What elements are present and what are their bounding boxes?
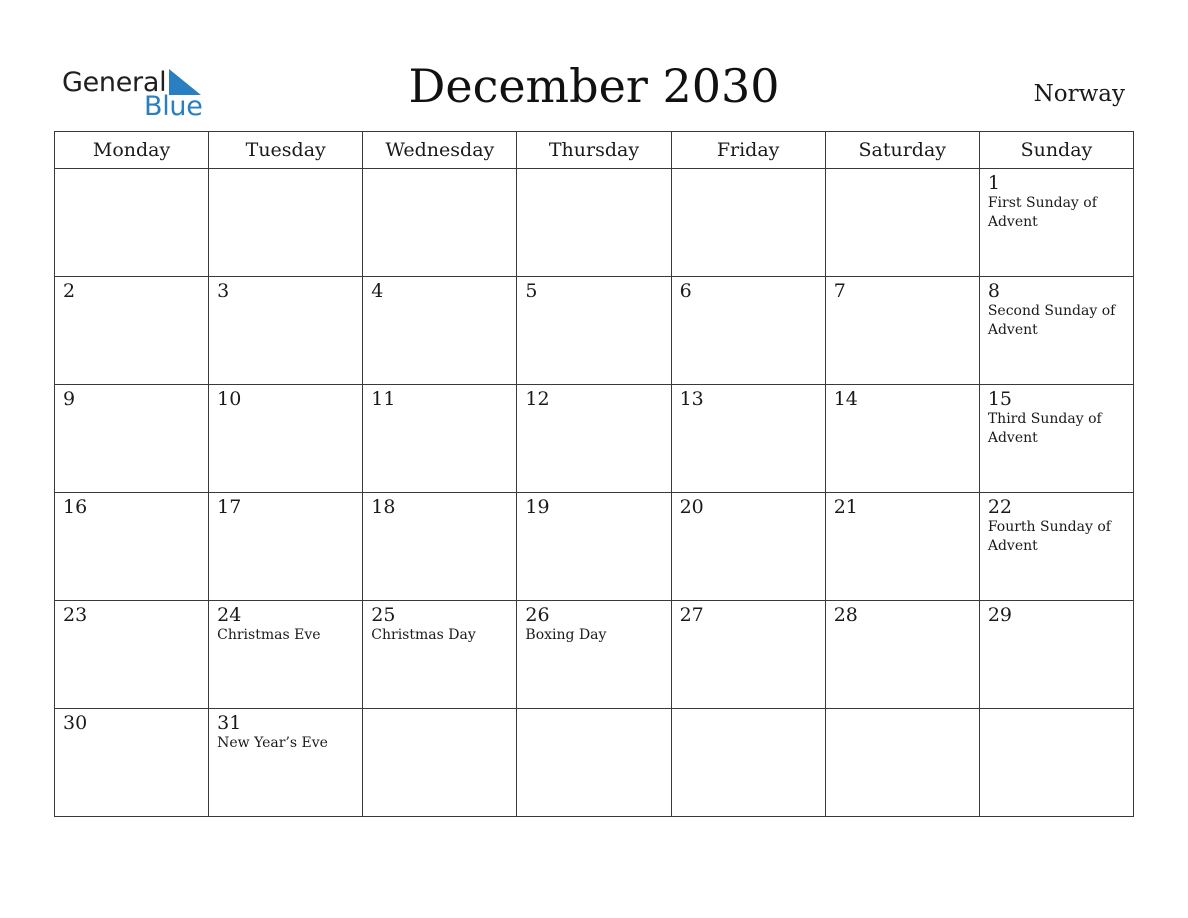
- day-cell: [363, 709, 517, 817]
- day-cell: [517, 277, 671, 385]
- day-number: [826, 169, 979, 172]
- day-number: [55, 169, 208, 172]
- weekday-header: Tuesday: [209, 132, 363, 169]
- day-cell: [825, 277, 979, 385]
- day-number: [363, 169, 516, 172]
- day-cell: [363, 385, 517, 493]
- calendar-title: December 2030: [408, 59, 780, 113]
- day-cell: [55, 169, 209, 277]
- day-number: 7: [833, 280, 846, 302]
- day-cell: [517, 709, 671, 817]
- day-cell: [209, 601, 363, 709]
- day-number: [672, 169, 825, 172]
- holiday-label: Boxing Day: [525, 627, 607, 643]
- week-row: [55, 709, 1134, 817]
- day-cell: [363, 277, 517, 385]
- weekday-header: Thursday: [517, 132, 671, 169]
- week-row: [55, 385, 1134, 493]
- day-number: 28: [833, 604, 858, 626]
- day-cell: [979, 709, 1133, 817]
- day-number: 8: [987, 280, 1000, 302]
- day-cell: [55, 277, 209, 385]
- day-cell: [517, 169, 671, 277]
- day-cell: [55, 601, 209, 709]
- day-number: 6: [679, 280, 692, 302]
- day-number: 9: [63, 388, 76, 410]
- day-cell: [209, 169, 363, 277]
- holiday-label: Fourth Sunday of Advent: [987, 519, 1111, 554]
- day-cell: [209, 385, 363, 493]
- day-cell: [517, 493, 671, 601]
- week-row: [55, 277, 1134, 385]
- calendar-body: [55, 169, 1134, 817]
- day-number: 18: [371, 496, 396, 518]
- day-number: [672, 709, 825, 712]
- day-number: 15: [987, 388, 1013, 410]
- day-number: [980, 709, 1133, 712]
- day-cell: [363, 169, 517, 277]
- day-number: 24: [217, 604, 242, 626]
- day-number: 22: [987, 496, 1013, 518]
- day-cell: [825, 601, 979, 709]
- day-number: 20: [679, 496, 704, 518]
- day-cell: [979, 493, 1133, 601]
- day-cell: [363, 601, 517, 709]
- day-number: 12: [525, 388, 550, 410]
- day-cell: [209, 493, 363, 601]
- day-number: 21: [833, 496, 858, 518]
- weekday-header: Monday: [55, 132, 209, 169]
- holiday-label: Second Sunday of Advent: [987, 303, 1116, 338]
- day-number: 14: [833, 388, 858, 410]
- weekday-header: Sunday: [979, 132, 1133, 169]
- day-number: 11: [371, 388, 396, 410]
- holiday-label: Christmas Eve: [217, 627, 321, 643]
- day-number: 17: [217, 496, 242, 518]
- logo-text-blue: Blue: [144, 91, 203, 122]
- day-number: 16: [63, 496, 88, 518]
- day-cell: [825, 385, 979, 493]
- holiday-label: New Year’s Eve: [217, 735, 328, 751]
- day-number: [826, 709, 979, 712]
- day-cell: [55, 493, 209, 601]
- country-label: Norway: [1033, 81, 1125, 107]
- day-number: [517, 169, 670, 172]
- day-cell: [671, 709, 825, 817]
- day-cell: [209, 277, 363, 385]
- week-row: [55, 601, 1134, 709]
- day-cell: [671, 169, 825, 277]
- day-number: 1: [987, 172, 1000, 194]
- logo-text-general: General: [62, 67, 167, 98]
- day-number: 2: [63, 280, 76, 302]
- day-number: [517, 709, 670, 712]
- day-number: 26: [525, 604, 550, 626]
- day-cell: [517, 385, 671, 493]
- day-cell: [979, 169, 1133, 277]
- day-cell: [671, 601, 825, 709]
- week-row: [55, 493, 1134, 601]
- weekday-header-row: [55, 132, 1134, 169]
- day-cell: [671, 277, 825, 385]
- day-number: 25: [371, 604, 396, 626]
- day-cell: [671, 385, 825, 493]
- week-row: [55, 169, 1134, 277]
- day-number: 31: [217, 712, 242, 734]
- day-number: 29: [987, 604, 1013, 626]
- day-cell: [979, 277, 1133, 385]
- day-number: 27: [679, 604, 704, 626]
- holiday-label: Third Sunday of Advent: [987, 411, 1102, 446]
- day-number: 13: [679, 388, 704, 410]
- day-cell: [671, 493, 825, 601]
- day-number: 4: [371, 280, 384, 302]
- holiday-label: Christmas Day: [371, 627, 476, 643]
- day-number: [363, 709, 516, 712]
- weekday-header: Saturday: [825, 132, 979, 169]
- day-cell: [517, 601, 671, 709]
- day-number: 5: [525, 280, 538, 302]
- day-cell: [979, 385, 1133, 493]
- day-number: 10: [217, 388, 242, 410]
- day-number: [209, 169, 362, 172]
- day-cell: [825, 709, 979, 817]
- day-cell: [55, 385, 209, 493]
- calendar-grid: [54, 131, 1134, 817]
- day-cell: [825, 169, 979, 277]
- day-number: 3: [217, 280, 230, 302]
- day-number: 30: [63, 712, 88, 734]
- day-cell: [209, 709, 363, 817]
- day-number: 19: [525, 496, 550, 518]
- day-cell: [825, 493, 979, 601]
- weekday-header: Friday: [671, 132, 825, 169]
- holiday-label: First Sunday of Advent: [987, 195, 1097, 230]
- day-cell: [363, 493, 517, 601]
- day-cell: [979, 601, 1133, 709]
- weekday-header: Wednesday: [363, 132, 517, 169]
- day-cell: [55, 709, 209, 817]
- day-number: 23: [63, 604, 88, 626]
